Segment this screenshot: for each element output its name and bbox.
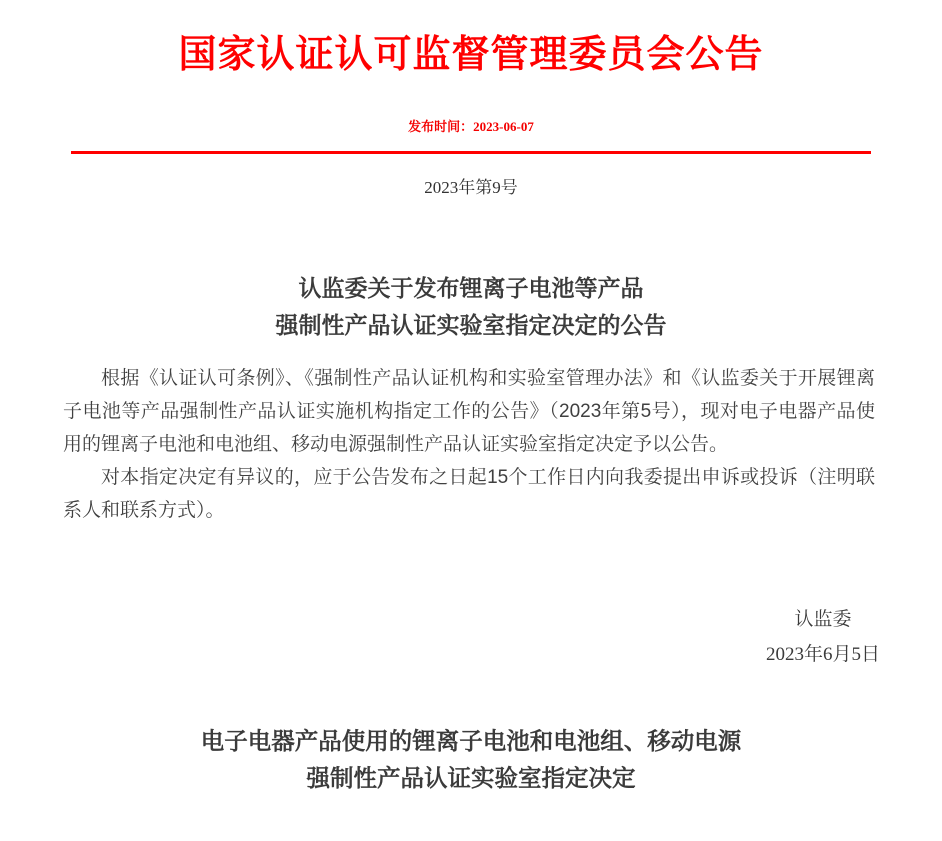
publish-date: 发布时间：2023-06-07: [408, 119, 534, 134]
signature-signer: 认监委: [794, 609, 852, 630]
decision-title-line2: 强制性产品认证实验室指定决定: [306, 765, 636, 791]
body-paragraph-2: 对本指定决定有异议的，应于公告发布之日起15个工作日内向我委提出申诉或投诉（注明联系人和联系方式）。: [63, 467, 875, 521]
body-paragraph-1: 根据《认证认可条例》、《强制性产品认证机构和实验室管理办法》和《认监委关于开展锂离子电池等产品强制性产品认证实施机构指定工作的公告》（2023年第5号），现对电子电器产品使用的锂离子电池和电池组、移动电源强制性产品认证实验室指定决定予以公告。: [63, 368, 875, 455]
decision-title-line1: 电子电器产品使用的锂离子电池和电池组、移动电源: [200, 728, 742, 754]
signature-block: [766, 602, 880, 672]
announcement-title: [0, 270, 942, 344]
announcement-title-line1: 认监委关于发布锂离子电池等产品: [298, 275, 644, 301]
announcement-title-line2: 强制性产品认证实验室指定决定的公告: [275, 312, 667, 338]
announcement-page: [0, 33, 942, 841]
announcement-body: [0, 362, 942, 527]
signature-date: 2023年6月5日: [765, 644, 880, 665]
decision-title: [0, 723, 942, 797]
header-divider: [71, 151, 871, 154]
page-title: 国家认证认可监督管理委员会公告: [178, 34, 764, 76]
issue-number: 2023年第9号: [424, 178, 518, 197]
